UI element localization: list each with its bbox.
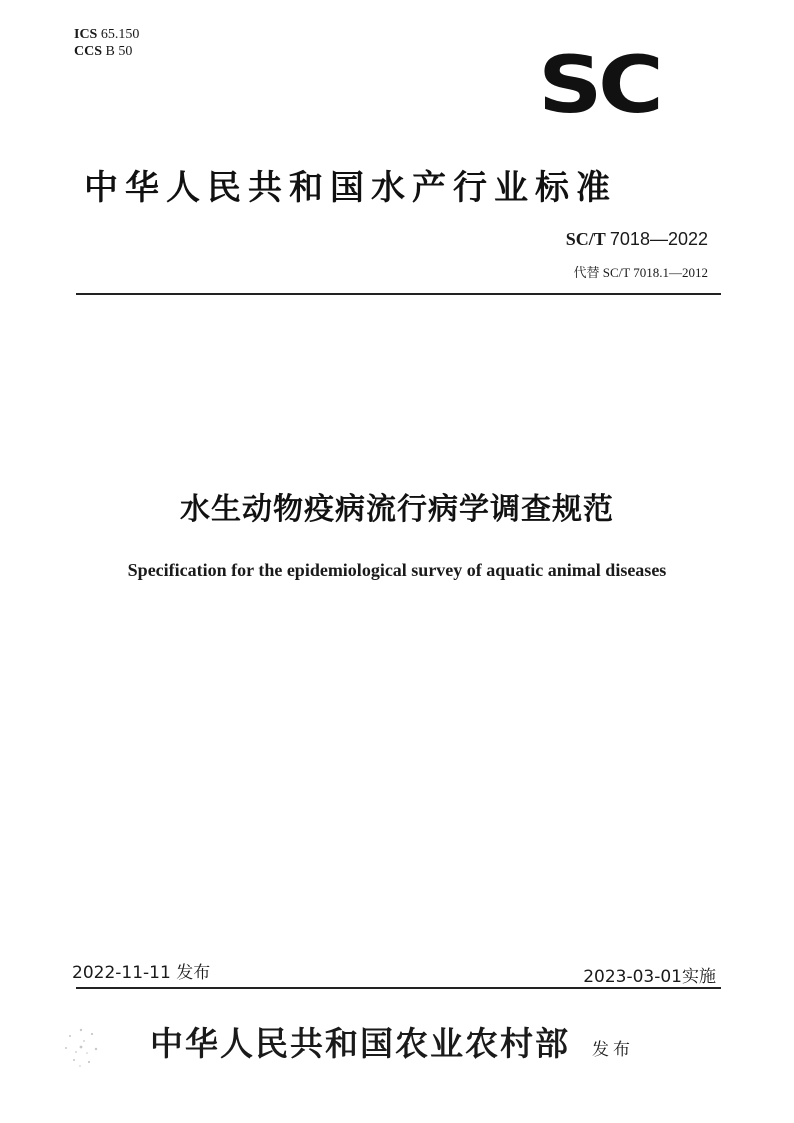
standard-prefix: SC/T bbox=[565, 229, 606, 249]
replaces-note: 代替 SC/T 7018.1—2012 bbox=[573, 265, 708, 280]
standard-number bbox=[566, 229, 708, 250]
implementation-date-value: 2023-03-01 bbox=[583, 967, 682, 987]
issuing-authority: 中华人民共和国农业农村部 bbox=[150, 1024, 570, 1063]
ccs-code bbox=[74, 43, 132, 61]
faded-seal-icon bbox=[56, 1022, 106, 1072]
ics-label: ICS bbox=[74, 27, 98, 42]
issue-date-label: 发布 bbox=[176, 963, 211, 983]
implementation-date-label: 实施 bbox=[682, 967, 716, 987]
ccs-label: CCS bbox=[74, 44, 103, 59]
implementation-date bbox=[583, 962, 716, 987]
ics-value: 65.150 bbox=[100, 27, 140, 42]
issuing-label: 发布 bbox=[592, 1040, 634, 1060]
document-title-en: Specification for the epidemiological survey of aquatic animal diseases bbox=[127, 560, 667, 580]
bottom-divider bbox=[76, 987, 721, 989]
standard-code: 7018—2022 bbox=[609, 229, 708, 249]
issue-date bbox=[72, 958, 210, 983]
document-title-cn: 水生动物疫病流行病学调查规范 bbox=[180, 492, 614, 527]
ccs-value: B 50 bbox=[105, 44, 133, 59]
sc-logo: SC bbox=[538, 41, 660, 131]
issue-date-value: 2022-11-11 bbox=[72, 963, 171, 983]
top-divider bbox=[76, 293, 721, 295]
organization-title: 中华人民共和国水产行业标准 bbox=[84, 168, 617, 208]
ics-code bbox=[74, 26, 139, 44]
